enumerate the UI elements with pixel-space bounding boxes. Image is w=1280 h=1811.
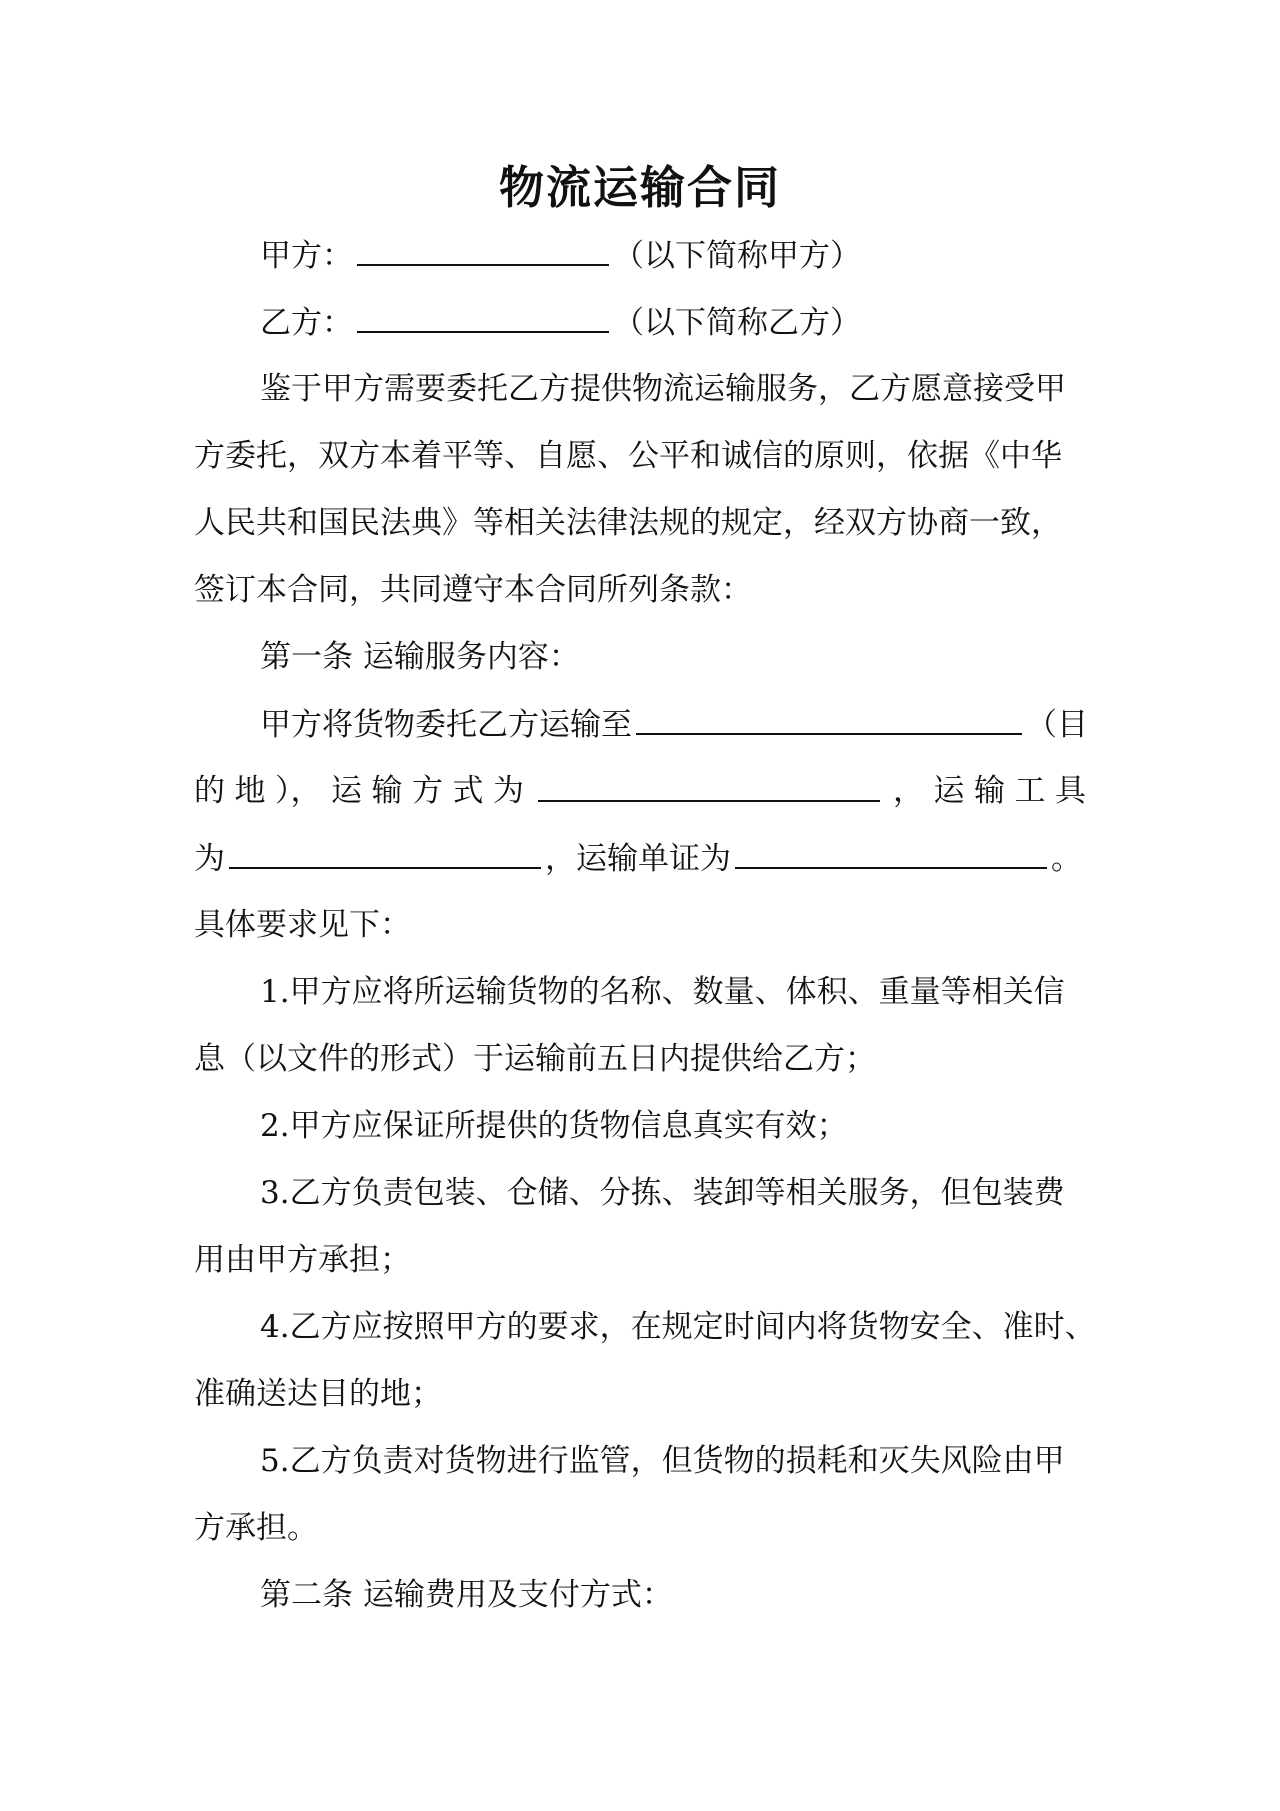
requirement-item: 用由甲方承担； [194,1242,411,1278]
preamble-line: 签订本合同，共同遵守本合同所列条款： [194,572,752,608]
text-char: 方 [412,773,443,809]
transport-document-blank[interactable] [735,835,1047,869]
party-b-line [260,299,1086,346]
article-1-requirements-intro: 具体要求见下： [194,907,411,943]
destination-prefix: 甲方将货物委托乙方运输至 [260,707,632,743]
transport-mode-blank[interactable] [538,768,880,802]
requirement-item: 准确送达目的地； [194,1376,442,1412]
requirement-item: 4.乙方应按照甲方的要求，在规定时间内将货物安全、准时、 [260,1309,1096,1345]
requirement-item: 5.乙方负责对货物进行监管，但货物的损耗和灭失风险由甲 [260,1443,1065,1479]
preamble-line: 鉴于甲方需要委托乙方提供物流运输服务，乙方愿意接受甲 [260,371,1066,407]
article-1-destination-line [260,701,1086,748]
article-1-heading: 第一条 运输服务内容： [260,639,580,675]
party-a-label: 甲方： [260,238,353,274]
text-char: 的 [194,773,225,809]
text-char: 输 [371,773,403,809]
text-char: 式 [452,773,484,809]
line-end: 。 [1051,841,1082,877]
text-char: 为 [493,773,524,809]
preamble-line: 方委托，双方本着平等、自愿、公平和诚信的原则，依据《中华 [194,438,1062,474]
text-char: 运 [331,773,362,809]
destination-blank[interactable] [636,701,1022,735]
requirement-item: 方承担。 [194,1510,318,1546]
article-2-heading: 第二条 运输费用及支付方式： [260,1577,673,1613]
text-char: 输 [974,773,1005,809]
article-1-vehicle-line [194,835,1086,882]
text-char: ， [893,773,924,809]
vehicle-prefix: 为 [194,841,225,877]
party-a-note: （以下简称甲方） [613,238,861,274]
text-char: 工 [1014,773,1046,809]
text-char: 地 [234,773,266,809]
preamble-line: 人民共和国民法典》等相关法律法规的规定，经双方协商一致， [194,505,1062,541]
destination-suffix: （目 [1026,707,1088,743]
requirement-item: 3.乙方负责包装、仓储、分拣、装卸等相关服务，但包装费 [260,1175,1065,1211]
requirement-item: 1.甲方应将所运输货物的名称、数量、体积、重量等相关信 [260,974,1065,1010]
document-title: 物流运输合同 [498,161,781,214]
party-b-blank[interactable] [357,299,609,333]
text-char: 具 [1055,773,1086,809]
requirement-item: 2.甲方应保证所提供的货物信息真实有效； [260,1108,848,1144]
party-a-blank[interactable] [357,232,609,266]
article-1-transport-mode-line [194,768,1086,814]
requirement-item: 息（以文件的形式）于运输前五日内提供给乙方； [194,1041,876,1077]
party-a-line [260,232,1086,279]
vehicle-blank[interactable] [229,835,541,869]
text-char: 运 [933,773,965,809]
party-b-label: 乙方： [260,305,353,341]
document-prefix: ，运输单证为 [545,841,731,877]
text-char: ）， [275,773,322,809]
party-b-note: （以下简称乙方） [613,305,861,341]
